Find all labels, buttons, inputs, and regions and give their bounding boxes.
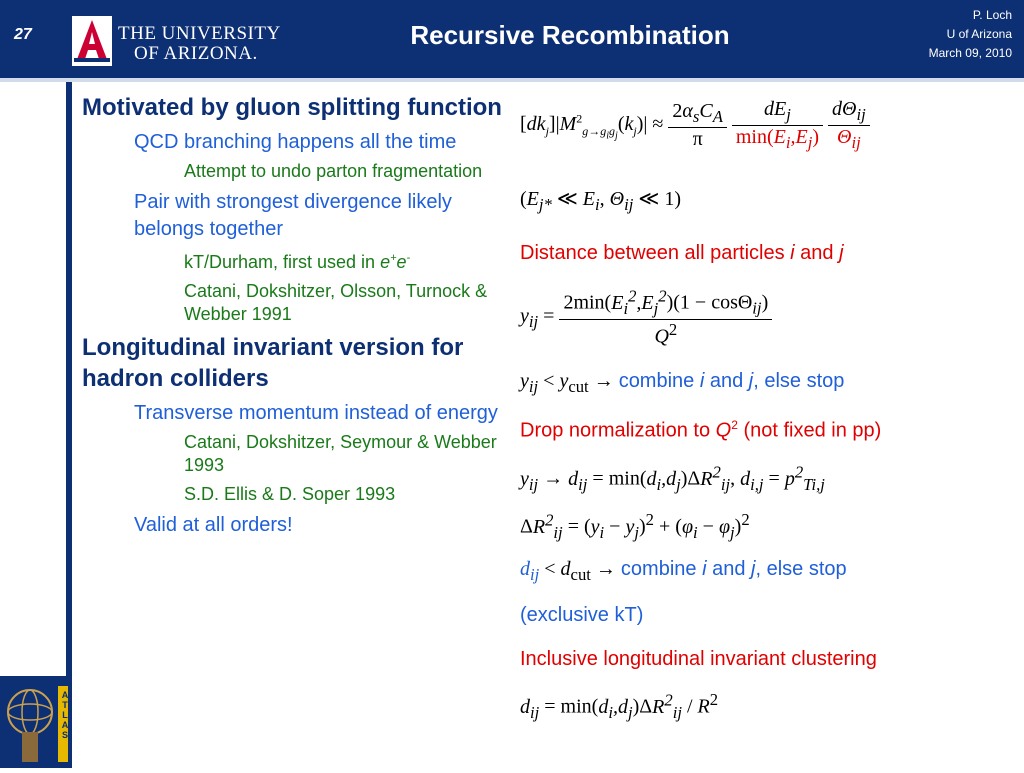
slide-header (0, 0, 1024, 78)
bullet-kt (184, 247, 507, 274)
bullet-motivated: Motivated by gluon splitting function (82, 94, 502, 121)
kt-distance-equation: $y_{ij} \to d_{ij} = \min(d_i,d_j)\Delta R^2_{ij}$, $d_{i,j} = p^2_{Ti,j}$ (520, 462, 825, 494)
sidebar-rule (66, 82, 72, 768)
combine1-i: i (699, 370, 705, 392)
bullet-pair: Pair with strongest divergence likely belongs together (134, 191, 452, 240)
drop-suffix: (not fixed in pp) (737, 419, 882, 442)
distance-equation: $y_{ij}$ = $\frac{2\min(E_i^2,E_j^2)(1 - \cos\Theta_{ij})}{Q^2}$ (520, 286, 772, 348)
date: March 09, 2010 (928, 46, 1012, 60)
exclusive-kt: (exclusive kT) (520, 604, 644, 626)
institution: U of Arizona (946, 27, 1012, 41)
bullet-qcd: QCD branching happens all the time (134, 131, 457, 153)
kt-minus: - (406, 252, 411, 264)
combine1-and: and (704, 370, 749, 392)
combine2-j: j (751, 558, 756, 580)
kt-prefix: kT/Durham, first used in (184, 252, 381, 272)
distance-and: and (794, 242, 840, 264)
combine2-else: , else stop (755, 558, 847, 580)
kt-e1: e (380, 252, 391, 272)
distance-text (520, 242, 844, 265)
combine-condition-1: $y_{ij} < y_{cut}$ → combine i and j, else stop (520, 370, 845, 396)
atlas-logo (0, 676, 72, 768)
slide-title: Recursive Recombination (410, 20, 730, 50)
combine2-i: i (702, 558, 707, 580)
author: P. Loch (972, 8, 1012, 22)
university-name (118, 24, 281, 64)
combine1-text: combine (618, 370, 700, 392)
slide-number: 27 (14, 26, 32, 43)
drop-prefix: Drop normalization to (520, 419, 716, 442)
limit-condition: ($E_{j*}$ ≪ $E_i$, $\Theta_{ij}$ ≪ 1) (520, 188, 681, 214)
bullet-longitudinal: Longitudinal invariant version for hadron colliders (82, 334, 464, 392)
bullet-list (82, 92, 507, 543)
university-line-1: THE UNIVERSITY (118, 23, 281, 44)
combine2-and: and (706, 558, 751, 580)
combine-condition-2: $d_{ij} < d_{cut}$ → combine i and j, else stop (520, 558, 847, 584)
distance-j: j (839, 242, 844, 264)
university-logo-icon (70, 14, 114, 68)
drop-normalization: Drop normalization to $Q^2$ (not fixed in pp) (520, 418, 882, 442)
bullet-valid: Valid at all orders! (134, 514, 293, 536)
bullet-transverse: Transverse momentum instead of energy (134, 402, 498, 424)
inclusive-clustering: Inclusive longitudinal invariant clustering (520, 648, 877, 670)
slide-meta (929, 6, 1012, 63)
combine2-text: combine (620, 558, 703, 580)
distance-i: i (790, 242, 795, 264)
distance-prefix: Distance between all particles (520, 242, 791, 264)
combine1-else: , else stop (753, 370, 845, 392)
inclusive-equation: $d_{ij} = \min(d_i,d_j)\Delta R^2_{ij} / R^2$ (520, 690, 719, 722)
kt-plus: + (390, 252, 397, 264)
combine1-j: j (748, 370, 754, 392)
bullet-catani-1993: Catani, Dokshitzer, Seymour & Webber 1993 (184, 432, 497, 475)
header-divider (0, 78, 1024, 82)
atlas-label: ATLAS (60, 690, 70, 740)
bullet-ellis-soper: S.D. Ellis & D. Soper 1993 (184, 484, 396, 504)
bullet-catani-1991: Catani, Dokshitzer, Olsson, Turnock & Webber 1991 (184, 281, 488, 324)
university-line-2: OF ARIZONA. (134, 43, 258, 64)
delta-r-equation: $\Delta R^2_{ij} = (y_i - y_j)^2 + (\varphi_i - \varphi_j)^2$ (520, 510, 750, 542)
splitting-equation: $[dk_j]|M^2_{g\to g_ig_j}(k_j)|$ ≈ $\frac{2\alpha_sC_A}{\pi}$ $\frac{dE_j}{\min(E_i,E_j)}$ $\frac{d\Theta_{ij}}{\Theta_{ij}}$ (520, 98, 870, 153)
drop-q: Q (715, 419, 732, 442)
kt-e2: e (396, 252, 407, 272)
bullet-undo: Attempt to undo parton fragmentation (184, 161, 483, 181)
